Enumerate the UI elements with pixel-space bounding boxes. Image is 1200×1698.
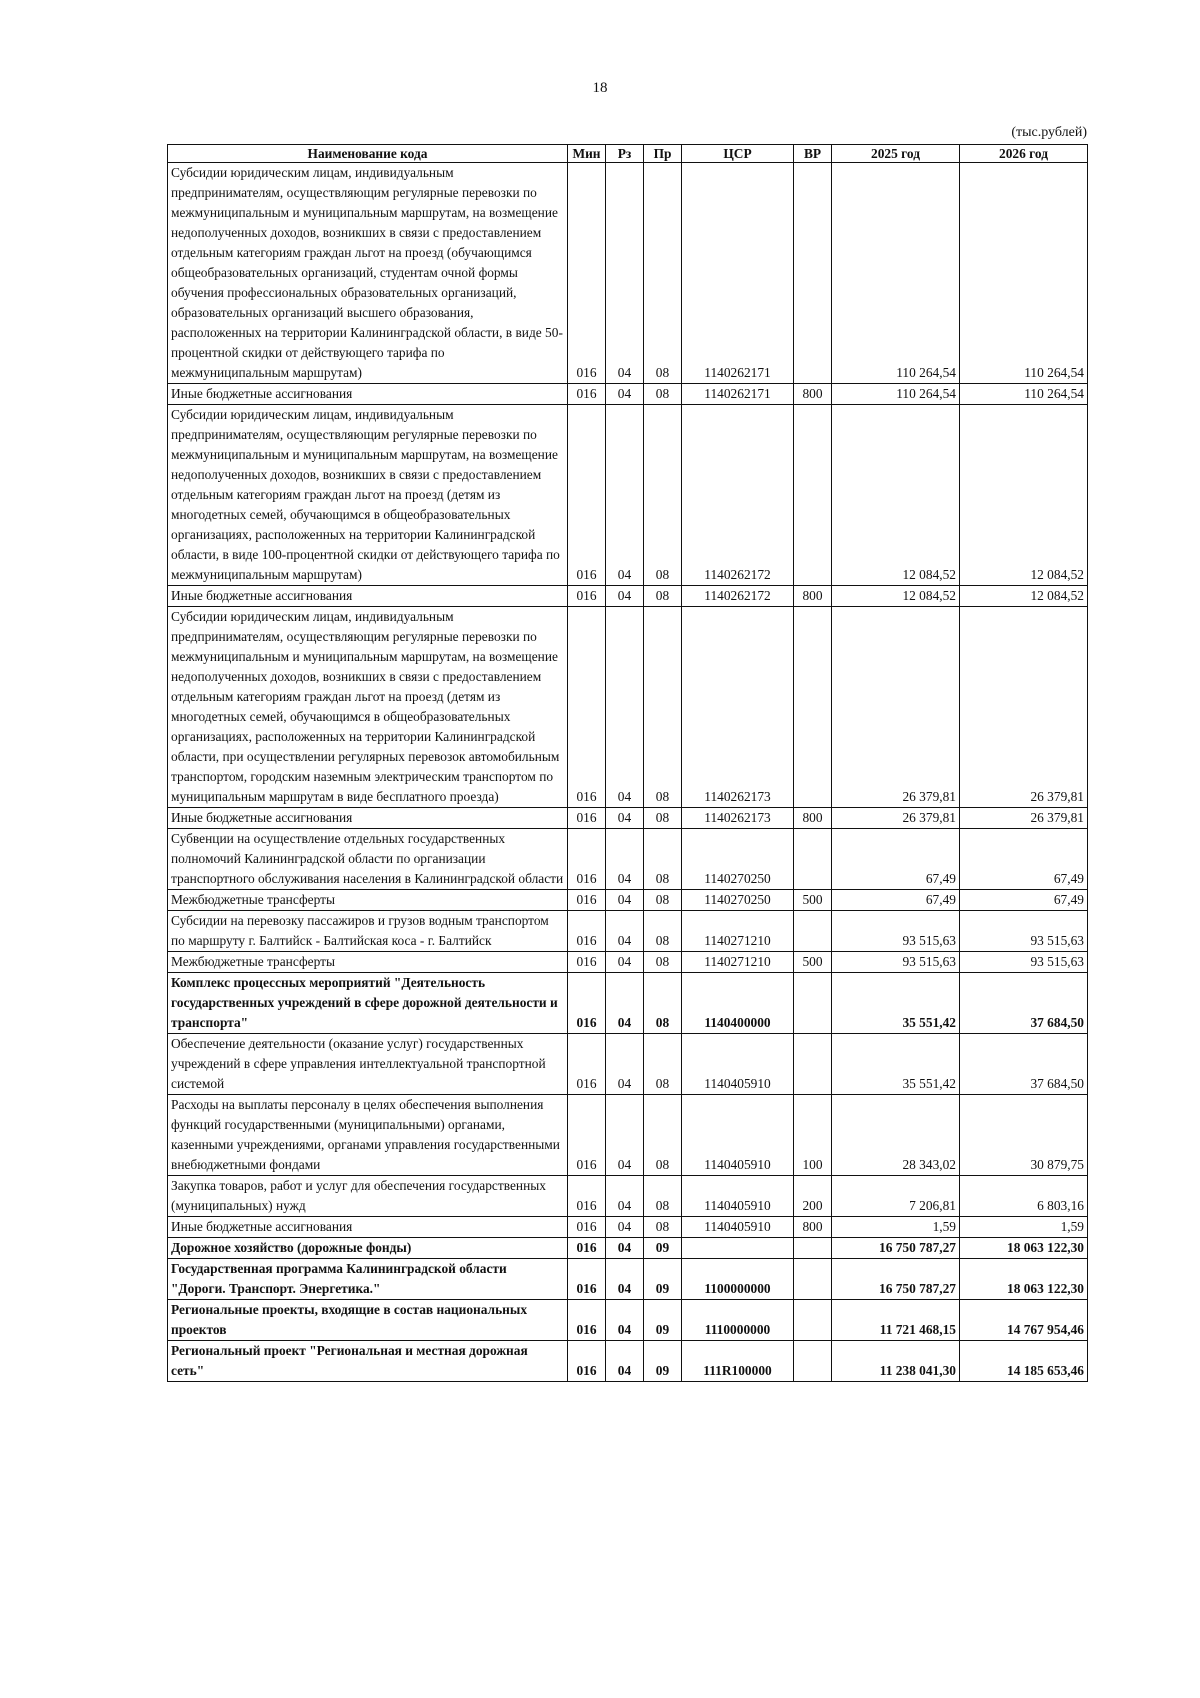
table-row	[168, 607, 1088, 808]
cell-2026: 1,59	[960, 1217, 1088, 1238]
cell-pr: 08	[644, 890, 682, 911]
cell-csr: 1140405910	[682, 1217, 794, 1238]
cell-name: Иные бюджетные ассигнования	[168, 586, 568, 607]
cell-csr: 1140271210	[682, 911, 794, 952]
cell-min: 016	[568, 808, 606, 829]
table-row	[168, 1217, 1088, 1238]
cell-rz: 04	[606, 607, 644, 808]
cell-pr: 08	[644, 808, 682, 829]
cell-rz: 04	[606, 1238, 644, 1259]
cell-name: Комплекс процессных мероприятий "Деятельность государственных учреждений в сфере дорожной деятельности и транспорта"	[168, 973, 568, 1034]
cell-min: 016	[568, 911, 606, 952]
cell-vr	[794, 163, 832, 384]
page-number: 18	[592, 80, 608, 96]
cell-2025: 28 343,02	[832, 1095, 960, 1176]
cell-vr	[794, 1341, 832, 1382]
header-2025: 2025 год	[832, 145, 960, 163]
cell-vr	[794, 1238, 832, 1259]
cell-rz: 04	[606, 1095, 644, 1176]
cell-2025: 93 515,63	[832, 952, 960, 973]
cell-2026: 37 684,50	[960, 973, 1088, 1034]
cell-vr: 200	[794, 1176, 832, 1217]
cell-csr: 1140270250	[682, 829, 794, 890]
cell-rz: 04	[606, 890, 644, 911]
cell-2025: 16 750 787,27	[832, 1238, 960, 1259]
cell-csr: 1140262173	[682, 607, 794, 808]
cell-rz: 04	[606, 1259, 644, 1300]
cell-csr: 1140271210	[682, 952, 794, 973]
cell-vr: 500	[794, 952, 832, 973]
cell-name: Субсидии юридическим лицам, индивидуальным предпринимателям, осуществляющим регулярные перевозки по межмуниципальным и муниципальным маршрутам, на возмещение недополученных доходов, возникших в связи с предоставлением отдельным категориям граждан льгот на проезд (обучающимся общеобразовательных организаций, студентам очной формы обучения профессиональных образовательных организаций, образовательных организаций высшего образования, расположенных на территории Калининградской области, в виде 50-процентной скидки от действующего тарифа по межмуниципальным маршрутам)	[168, 163, 568, 384]
table-row	[168, 384, 1088, 405]
table-row	[168, 1034, 1088, 1095]
cell-name: Закупка товаров, работ и услуг для обеспечения государственных (муниципальных) нужд	[168, 1176, 568, 1217]
cell-vr	[794, 911, 832, 952]
cell-2025: 35 551,42	[832, 973, 960, 1034]
cell-csr: 1140405910	[682, 1095, 794, 1176]
cell-min: 016	[568, 163, 606, 384]
cell-2026: 14 767 954,46	[960, 1300, 1088, 1341]
cell-name: Межбюджетные трансферты	[168, 890, 568, 911]
cell-min: 016	[568, 890, 606, 911]
cell-csr: 1140270250	[682, 890, 794, 911]
cell-rz: 04	[606, 1217, 644, 1238]
table-row	[168, 1238, 1088, 1259]
cell-2026: 37 684,50	[960, 1034, 1088, 1095]
cell-name: Иные бюджетные ассигнования	[168, 384, 568, 405]
cell-rz: 04	[606, 911, 644, 952]
table-body	[168, 163, 1088, 1382]
cell-2025: 26 379,81	[832, 607, 960, 808]
cell-rz: 04	[606, 1034, 644, 1095]
cell-csr: 1110000000	[682, 1300, 794, 1341]
header-csr: ЦСР	[682, 145, 794, 163]
cell-min: 016	[568, 973, 606, 1034]
cell-csr	[682, 1238, 794, 1259]
cell-rz: 04	[606, 405, 644, 586]
table-row	[168, 808, 1088, 829]
cell-2025: 67,49	[832, 829, 960, 890]
cell-vr	[794, 829, 832, 890]
cell-2025: 11 238 041,30	[832, 1341, 960, 1382]
cell-name: Региональные проекты, входящие в состав национальных проектов	[168, 1300, 568, 1341]
table-row	[168, 1341, 1088, 1382]
units-label: (тыс.рублей)	[1011, 125, 1087, 140]
cell-vr	[794, 973, 832, 1034]
cell-csr: 1140405910	[682, 1034, 794, 1095]
cell-csr: 1140400000	[682, 973, 794, 1034]
cell-2026: 93 515,63	[960, 911, 1088, 952]
cell-rz: 04	[606, 973, 644, 1034]
cell-pr: 08	[644, 405, 682, 586]
cell-2025: 26 379,81	[832, 808, 960, 829]
cell-rz: 04	[606, 1300, 644, 1341]
cell-pr: 09	[644, 1300, 682, 1341]
table-row	[168, 163, 1088, 384]
cell-name: Субсидии юридическим лицам, индивидуальным предпринимателям, осуществляющим регулярные перевозки по межмуниципальным и муниципальным маршрутам, на возмещение недополученных доходов, возникших в связи с предоставлением отдельным категориям граждан льгот на проезд (детям из многодетных семей, обучающимся в общеобразовательных организациях, расположенных на территории Калининградской области, в виде 100-процентной скидки от действующего тарифа по межмуниципальным маршрутам)	[168, 405, 568, 586]
cell-2026: 30 879,75	[960, 1095, 1088, 1176]
cell-min: 016	[568, 1238, 606, 1259]
cell-csr: 1140262173	[682, 808, 794, 829]
cell-vr: 100	[794, 1095, 832, 1176]
cell-csr: 1100000000	[682, 1259, 794, 1300]
cell-min: 016	[568, 952, 606, 973]
cell-name: Обеспечение деятельности (оказание услуг) государственных учреждений в сфере управления интеллектуальной транспортной системой	[168, 1034, 568, 1095]
cell-2026: 12 084,52	[960, 405, 1088, 586]
table-row	[168, 586, 1088, 607]
cell-pr: 08	[644, 952, 682, 973]
cell-2026: 18 063 122,30	[960, 1238, 1088, 1259]
header-min: Мин	[568, 145, 606, 163]
table-row	[168, 829, 1088, 890]
cell-pr: 09	[644, 1259, 682, 1300]
cell-pr: 08	[644, 586, 682, 607]
table-row	[168, 973, 1088, 1034]
cell-2026: 110 264,54	[960, 384, 1088, 405]
cell-2026: 110 264,54	[960, 163, 1088, 384]
cell-vr: 500	[794, 890, 832, 911]
cell-2025: 16 750 787,27	[832, 1259, 960, 1300]
table-row	[168, 911, 1088, 952]
cell-min: 016	[568, 1300, 606, 1341]
cell-2026: 6 803,16	[960, 1176, 1088, 1217]
cell-2025: 11 721 468,15	[832, 1300, 960, 1341]
cell-pr: 08	[644, 1176, 682, 1217]
table-row	[168, 1095, 1088, 1176]
cell-min: 016	[568, 1259, 606, 1300]
table-row	[168, 1176, 1088, 1217]
cell-rz: 04	[606, 586, 644, 607]
cell-name: Расходы на выплаты персоналу в целях обеспечения выполнения функций государственными (муниципальными) органами, казенными учреждениями, органами управления государственными внебюджетными фондами	[168, 1095, 568, 1176]
cell-min: 016	[568, 384, 606, 405]
cell-2026: 67,49	[960, 890, 1088, 911]
table-row	[168, 952, 1088, 973]
cell-vr: 800	[794, 808, 832, 829]
header-vr: ВР	[794, 145, 832, 163]
cell-2025: 12 084,52	[832, 405, 960, 586]
table-row	[168, 405, 1088, 586]
cell-2025: 93 515,63	[832, 911, 960, 952]
table-header-row	[168, 145, 1088, 163]
cell-pr: 08	[644, 384, 682, 405]
cell-pr: 08	[644, 911, 682, 952]
cell-2025: 110 264,54	[832, 384, 960, 405]
cell-2025: 7 206,81	[832, 1176, 960, 1217]
cell-name: Субсидии юридическим лицам, индивидуальным предпринимателям, осуществляющим регулярные перевозки по межмуниципальным и муниципальным маршрутам, на возмещение недополученных доходов, возникших в связи с предоставлением отдельным категориям граждан льгот на проезд (детям из многодетных семей, обучающимся в общеобразовательных организациях, расположенных на территории Калининградской области, при осуществлении регулярных перевозок автомобильным транспортом, городским наземным электрическим транспортом по муниципальным маршрутам в виде бесплатного проезда)	[168, 607, 568, 808]
cell-pr: 08	[644, 1095, 682, 1176]
cell-2026: 67,49	[960, 829, 1088, 890]
cell-pr: 08	[644, 829, 682, 890]
cell-2025: 67,49	[832, 890, 960, 911]
cell-min: 016	[568, 607, 606, 808]
cell-min: 016	[568, 829, 606, 890]
cell-min: 016	[568, 1034, 606, 1095]
cell-vr: 800	[794, 1217, 832, 1238]
cell-name: Региональный проект "Региональная и местная дорожная сеть"	[168, 1341, 568, 1382]
header-name: Наименование кода	[168, 145, 568, 163]
header-2026: 2026 год	[960, 145, 1088, 163]
cell-min: 016	[568, 1341, 606, 1382]
cell-2025: 12 084,52	[832, 586, 960, 607]
cell-2026: 93 515,63	[960, 952, 1088, 973]
cell-min: 016	[568, 586, 606, 607]
cell-vr: 800	[794, 586, 832, 607]
cell-2026: 26 379,81	[960, 808, 1088, 829]
cell-rz: 04	[606, 1341, 644, 1382]
cell-vr	[794, 1034, 832, 1095]
cell-pr: 08	[644, 1217, 682, 1238]
cell-2026: 14 185 653,46	[960, 1341, 1088, 1382]
cell-csr: 1140262171	[682, 384, 794, 405]
cell-pr: 09	[644, 1238, 682, 1259]
header-pr: Пр	[644, 145, 682, 163]
cell-2026: 26 379,81	[960, 607, 1088, 808]
header-rz: Рз	[606, 145, 644, 163]
cell-2026: 12 084,52	[960, 586, 1088, 607]
cell-pr: 08	[644, 973, 682, 1034]
budget-table	[167, 144, 1088, 1382]
cell-rz: 04	[606, 163, 644, 384]
cell-name: Иные бюджетные ассигнования	[168, 808, 568, 829]
cell-vr	[794, 1259, 832, 1300]
cell-min: 016	[568, 1217, 606, 1238]
cell-2025: 110 264,54	[832, 163, 960, 384]
cell-pr: 08	[644, 163, 682, 384]
cell-name: Государственная программа Калининградской области "Дороги. Транспорт. Энергетика."	[168, 1259, 568, 1300]
cell-vr	[794, 1300, 832, 1341]
cell-2025: 35 551,42	[832, 1034, 960, 1095]
cell-name: Субвенции на осуществление отдельных государственных полномочий Калининградской области по организации транспортного обслуживания населения в Калининградской области	[168, 829, 568, 890]
cell-rz: 04	[606, 829, 644, 890]
table-row	[168, 1300, 1088, 1341]
cell-2025: 1,59	[832, 1217, 960, 1238]
cell-pr: 08	[644, 607, 682, 808]
cell-name: Дорожное хозяйство (дорожные фонды)	[168, 1238, 568, 1259]
cell-min: 016	[568, 1176, 606, 1217]
cell-min: 016	[568, 405, 606, 586]
cell-vr: 800	[794, 384, 832, 405]
cell-csr: 1140405910	[682, 1176, 794, 1217]
cell-vr	[794, 405, 832, 586]
cell-csr: 1140262171	[682, 163, 794, 384]
cell-rz: 04	[606, 384, 644, 405]
cell-2026: 18 063 122,30	[960, 1259, 1088, 1300]
cell-name: Иные бюджетные ассигнования	[168, 1217, 568, 1238]
cell-vr	[794, 607, 832, 808]
cell-csr: 111R100000	[682, 1341, 794, 1382]
table-row	[168, 1259, 1088, 1300]
cell-csr: 1140262172	[682, 586, 794, 607]
cell-csr: 1140262172	[682, 405, 794, 586]
cell-rz: 04	[606, 952, 644, 973]
cell-name: Субсидии на перевозку пассажиров и грузов водным транспортом по маршруту г. Балтийск - Балтийская коса - г. Балтийск	[168, 911, 568, 952]
cell-min: 016	[568, 1095, 606, 1176]
cell-name: Межбюджетные трансферты	[168, 952, 568, 973]
cell-pr: 09	[644, 1341, 682, 1382]
cell-rz: 04	[606, 808, 644, 829]
cell-rz: 04	[606, 1176, 644, 1217]
table-row	[168, 890, 1088, 911]
cell-pr: 08	[644, 1034, 682, 1095]
